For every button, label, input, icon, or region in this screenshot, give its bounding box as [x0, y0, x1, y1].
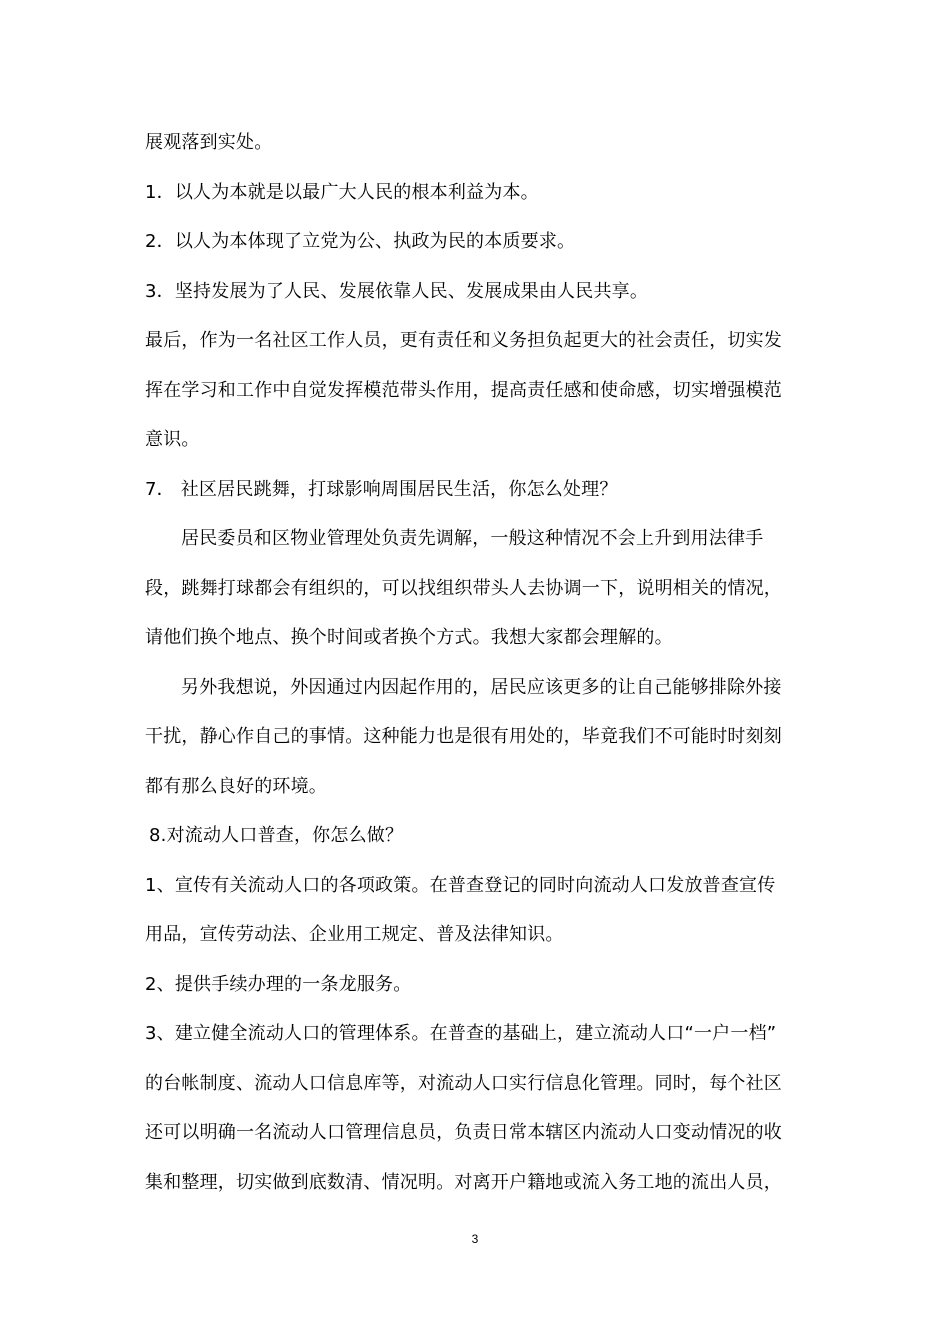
text-line: 1、宣传有关流动人口的各项政策。在普查登记的同时向流动人口发放普查宣传	[145, 874, 776, 896]
text-line: 3、建立健全流动人口的管理体系。在普查的基础上，建立流动人口“一户一档”	[145, 1023, 777, 1044]
text-line: 最后，作为一名社区工作人员，更有责任和义务担负起更大的社会责任，切实发	[145, 330, 782, 351]
text-line: 的台帐制度、流动人口信息库等，对流动人口实行信息化管理。同时，每个社区	[145, 1072, 782, 1094]
text-line: 还可以明确一名流动人口管理信息员，负责日常本辖区内流动人口变动情况的收	[145, 1122, 782, 1143]
text-line: 都有那么良好的环境。	[145, 775, 327, 797]
text-line: 用品，宣传劳动法、企业用工规定、普及法律知识。	[145, 924, 564, 945]
question-heading: 7． 社区居民跳舞，打球影响周围居民生活，你怎么处理？	[145, 478, 618, 500]
text-line: 2．以人为本体现了立党为公、执政为民的本质要求。	[145, 231, 576, 252]
text-line: 意识。	[145, 429, 200, 450]
text-line: 2、提供手续办理的一条龙服务。	[145, 973, 412, 995]
text-line: 干扰，静心作自己的事情。这种能力也是很有用处的，毕竟我们不可能时时刻刻	[145, 726, 782, 747]
text-line: 3．坚持发展为了人民、发展依靠人民、发展成果由人民共享。	[145, 280, 649, 302]
text-line: 展观落到实处。	[145, 132, 273, 153]
question-heading: 8.对流动人口普查，你怎么做？	[149, 825, 404, 846]
text-line: 1．以人为本就是以最广大人民的根本利益为本。	[145, 181, 539, 203]
document-body	[145, 118, 835, 1207]
text-line: 居民委员和区物业管理处负责先调解，一般这种情况不会上升到用法律手	[181, 528, 764, 549]
text-line: 段，跳舞打球都会有组织的，可以找组织带头人去协调一下，说明相关的情况，	[145, 577, 782, 599]
text-line: 请他们换个地点、换个时间或者换个方式。我想大家都会理解的。	[145, 627, 673, 648]
text-line: 另外我想说，外因通过内因起作用的，居民应该更多的让自己能够排除外接	[181, 676, 782, 698]
text-line: 集和整理，切实做到底数清、情况明。对离开户籍地或流入务工地的流出人员，	[145, 1171, 782, 1193]
page-number: 3	[471, 1232, 479, 1246]
text-line: 挥在学习和工作中自觉发挥模范带头作用，提高责任感和使命感，切实增强模范	[145, 379, 782, 401]
